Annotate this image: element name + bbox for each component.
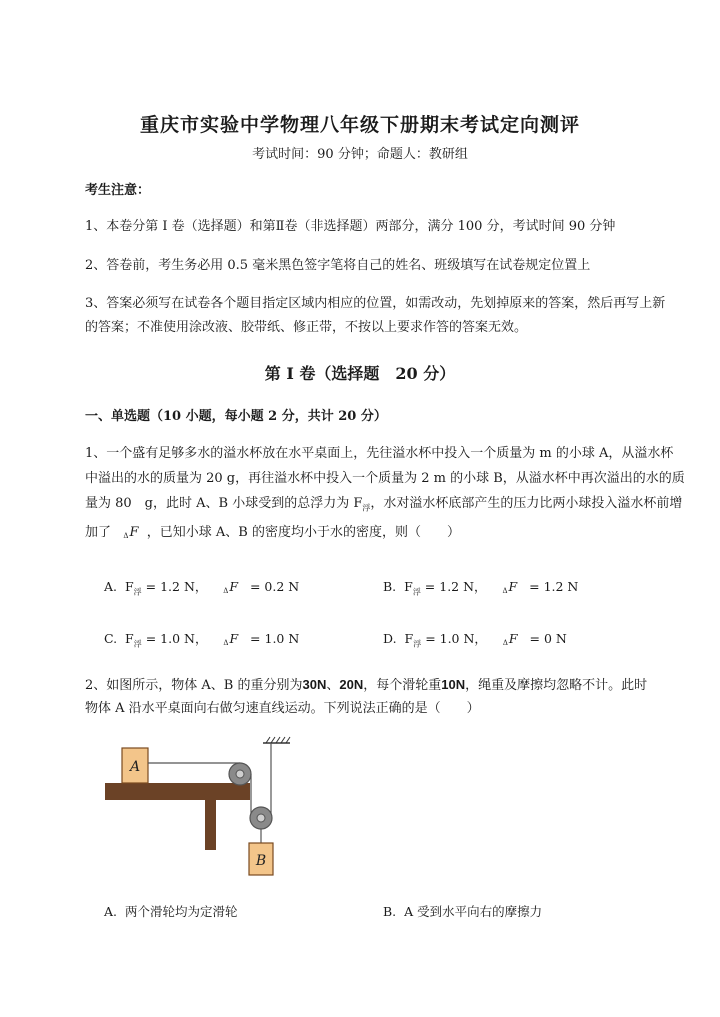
q1-line-1: 1、一个盛有足够多水的溢水杯放在水平桌面上，先往溢水杯中投入一个质量为 m 的小球 A，从溢水杯 — [85, 446, 674, 461]
q2-option-b[interactable]: B. A 受到水平向右的摩擦力 — [383, 904, 543, 919]
exam-info: 考试时间：90 分钟；命题人：教研组 — [252, 147, 468, 162]
section-title: 第 I 卷（选择题 20 分） — [264, 364, 456, 383]
weight-pulley: 10N — [441, 677, 466, 692]
q2-option-a[interactable]: A. 两个滑轮均为定滑轮 — [104, 904, 238, 919]
table-top — [105, 783, 250, 800]
q1-option-a[interactable]: A. $F_浮 = 1.2$ N， ΔF = 0.2 N — [104, 579, 300, 597]
notice-item-3-cont: 的答案；不准使用涂改液、胶带纸、修正带，不按以上要求作答的答案无效。 — [85, 320, 528, 335]
pulley-figure — [100, 733, 300, 878]
notice-heading: 考生注意： — [85, 183, 151, 198]
q1-added-text: 加了 — [85, 525, 112, 540]
q2-line-2: 物体 A 沿水平桌面向右做匀速直线运动。下列说法正确的是（ ） — [85, 701, 480, 716]
page-title: 重庆市实验中学物理八年级下册期末考试定向测评 — [139, 114, 580, 136]
q1-line-2: 中溢出的水的质量为 20 g，再往溢水杯中投入一个质量为 2 m 的小球 B，从溢水杯中再次溢出的水的质 — [85, 471, 685, 486]
q1-option-b[interactable]: B. $F_浮 = 1.2$ N， ΔF = 1.2 N — [383, 579, 579, 597]
weight-b: 20N — [339, 677, 364, 692]
notice-item-1: 1、本卷分第 I 卷（选择题）和第Ⅱ卷（非选择题）两部分，满分 100 分，考试时间 90 分钟 — [85, 219, 616, 234]
block-b-label: B — [255, 853, 267, 869]
notice-item-2: 2、答卷前，考生务必用 0.5 毫米黑色签字笔将自己的姓名、班级填写在试卷规定位置上 — [85, 258, 591, 273]
q1-line-4 — [85, 520, 685, 549]
q1-option-d[interactable]: D. $F_浮 = 1.0$ N， ΔF = 0 N — [383, 631, 567, 649]
float-subscript: 浮 — [362, 503, 371, 513]
q1-line-3-text: 量为 80 g，此时 A、B 小球受到的总浮力为 F — [85, 496, 363, 511]
delta-symbol: Δ — [123, 532, 129, 540]
notice-item-3: 3、答案必须写在试卷各个题目指定区域内相应的位置，如需改动，先划掉原来的答案，然后再写上新 — [85, 296, 666, 311]
q1-condition-text: ，已知小球 A、B 的密度均小于水的密度，则（ ） — [146, 525, 460, 540]
part-heading: 一、单选题（10 小题，每小题 2 分，共计 20 分） — [85, 409, 387, 424]
block-a-label: A — [129, 759, 141, 775]
q2-line-1: 2、如图所示，物体 A、B 的重分别为30N、20N，每个滑轮重10N，绳重及摩擦均忽略不计。此时 — [85, 677, 648, 693]
force-symbol: F — [129, 525, 139, 540]
q1-line-3-rest: ，水对溢水杯底部产生的压力比两小球投入溢水杯前增 — [370, 496, 683, 511]
q1-line-3 — [85, 491, 685, 522]
table-leg — [205, 800, 216, 850]
q1-option-c[interactable]: C. $F_浮 = 1.0$ N， ΔF = 1.0 N — [104, 631, 300, 649]
weight-a: 30N — [302, 677, 327, 692]
